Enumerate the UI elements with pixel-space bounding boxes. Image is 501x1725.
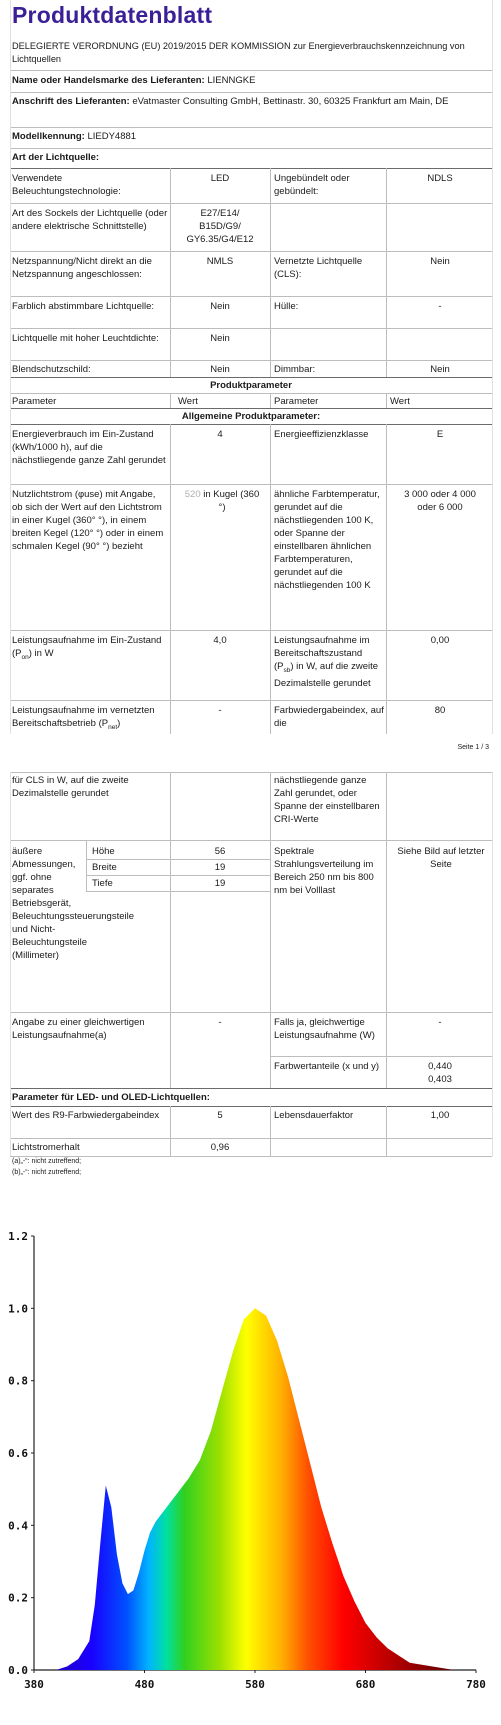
datasheet-page-3: [0, 1180, 501, 1720]
spd-value: Siehe Bild auf letzter Seite: [397, 846, 485, 870]
x-tick-label: 780: [466, 1678, 486, 1691]
address-label: Anschrift des Lieferanten:: [12, 96, 130, 107]
cri-value: 80: [434, 705, 446, 716]
model-label: Modellkennung:: [12, 131, 85, 142]
envelope-label: Hülle:: [274, 301, 299, 312]
lifetime-factor-value: 1,00: [430, 1110, 450, 1121]
col-value-2: Wert: [390, 396, 410, 407]
pnet-label-unit: ): [117, 718, 121, 729]
psb-label: [274, 634, 384, 690]
spectral-distribution-chart: [0, 1180, 501, 1725]
pon-label: [12, 634, 168, 664]
datasheet-page-1: [0, 0, 501, 760]
dimmable-value: Nein: [430, 364, 450, 375]
dimensions-label: äußere Abmessungen, ggf. ohne separates Betriebsgerät, Beleuchtungssteuerungsteile und Nicht-Beleuchtungsteile (Millimeter): [12, 846, 135, 961]
lifetime-factor-label: Lebensdauerfaktor: [274, 1110, 354, 1121]
envelope-value: -: [438, 301, 442, 312]
equivalent-power-value: -: [218, 1017, 222, 1028]
tunable-value: Nein: [210, 301, 230, 312]
datasheet-page-2: [0, 760, 501, 1180]
lumen-maintenance-value: 0,96: [210, 1142, 230, 1153]
supplier-value: LIENNGKE: [207, 75, 256, 86]
light-source-heading: Art der Lichtquelle:: [12, 152, 100, 163]
flux-value-text: in Kugel (360 °): [200, 489, 260, 513]
directional-label: Ungebündelt oder gebündelt:: [274, 173, 350, 197]
pon-label-sub: on: [21, 653, 29, 661]
tech-label: Verwendete Beleuchtungstechnologie:: [12, 173, 121, 197]
y-tick-label: 0.6: [8, 1447, 28, 1460]
y-tick-label: 0.8: [8, 1374, 28, 1388]
chromaticity-label: Farbwertanteile (x und y): [274, 1061, 380, 1072]
equivalent-power-label: Angabe zu einer gleichwertigen Leistungsaufnahme(a): [12, 1017, 145, 1041]
energy-label: Energieverbrauch im Ein-Zustand (kWh/1000 h), auf die nächstliegende ganze Zahl gerundet: [12, 429, 166, 466]
high-luminance-label: Lichtquelle mit hoher Leuchtdichte:: [12, 333, 159, 344]
supplier-label: Name oder Handelsmarke des Lieferanten:: [12, 75, 205, 86]
psb-label-unit: ) in W, auf die zweite Dezimalstelle gerundet: [274, 661, 379, 689]
pon-label-unit: ) in W: [28, 648, 54, 659]
mains-value: NMLS: [206, 256, 234, 267]
page-number: Seite 1 / 3: [457, 744, 489, 751]
pon-label-text: Leistungsaufnahme im Ein-Zustand (P: [12, 635, 162, 659]
glare-value: Nein: [210, 364, 230, 375]
spectrum-area: [34, 1308, 476, 1670]
dim-height-name: Höhe: [92, 846, 115, 857]
dim-width-name: Breite: [92, 862, 117, 873]
lumen-maintenance-label: Lichtstromerhalt: [12, 1142, 80, 1153]
col-value-1: Wert: [178, 396, 198, 407]
socket-label: Art des Sockels der Lichtquelle (oder andere elektrische Schnittstelle): [12, 208, 168, 232]
general-params-heading: Allgemeine Produktparameter:: [181, 411, 321, 422]
high-luminance-value: Nein: [210, 333, 230, 344]
y-tick-label: 0.0: [8, 1664, 28, 1677]
model-row: [12, 130, 482, 143]
x-tick-label: 680: [355, 1678, 376, 1691]
cct-value: 3 000 oder 4 000 oder 6 000: [404, 489, 476, 513]
flux-value: [184, 488, 260, 514]
dimmable-label: Dimmbar:: [274, 364, 316, 375]
spd-label: Spektrale Strahlungsverteilung im Bereich 250 nm bis 800 nm bei Volllast: [274, 846, 374, 896]
pnet-label-text: Leistungsaufnahme im vernetzten Bereitschaftsbetrieb (P: [12, 705, 155, 729]
glare-label: Blendschutzschild:: [12, 364, 91, 375]
col-param-2: Parameter: [274, 396, 319, 407]
socket-value: E27/E14/ B15D/G9/ GY6.35/G4/E12: [186, 208, 254, 245]
chromaticity-x: 0,440: [428, 1061, 452, 1072]
cct-label: ähnliche Farbtemperatur, gerundet auf die nächstliegenden 100 K, oder Spanne der einstellbaren ähnlichen Farbtemperaturen, gerundet auf die nächstliegenden 100 K: [274, 489, 380, 591]
address-row: [12, 95, 482, 108]
pnet-label: [12, 704, 168, 734]
cls-value: Nein: [430, 256, 450, 267]
dim-depth-name: Tiefe: [92, 878, 113, 889]
pnet-label-sub: net: [108, 723, 118, 731]
r9-label: Wert des R9-Farbwiedergabeindex: [12, 1110, 160, 1121]
tunable-label: Farblich abstimmbare Lichtquelle:: [12, 301, 155, 312]
eec-label: Energieeffizienzklasse: [274, 429, 369, 440]
led-params-heading: Parameter für LED- und OLED-Lichtquellen:: [12, 1092, 210, 1103]
pnet-value: -: [218, 705, 222, 716]
cri-label: Farbwiedergabeindex, auf die: [274, 705, 384, 729]
product-params-heading: Produktparameter: [210, 380, 292, 391]
dim-width-value: 19: [214, 862, 226, 873]
pon-value: 4,0: [213, 635, 227, 646]
chromaticity-y: 0,403: [428, 1074, 452, 1085]
equivalent-watt-label: Falls ja, gleichwertige Leistungsaufnahme (W): [274, 1017, 375, 1041]
spectrum-svg: [0, 1180, 501, 1720]
flux-label: Nutzlichtstrom (φuse) mit Angabe, ob sich der Wert auf den Lichtstrom in einer Kugel (360° °), in einem breiten Kegel (120° °) oder in einem schmalen Kegel (90° °) bezieht: [12, 489, 164, 552]
dim-depth-value: 19: [214, 878, 226, 889]
cls-label: Vernetzte Lichtquelle (CLS):: [274, 256, 363, 280]
eec-value: E: [436, 429, 444, 440]
pnet-continued: für CLS in W, auf die zweite Dezimalstelle gerundet: [12, 775, 129, 799]
mains-label: Netzspannung/Nicht direkt an die Netzspannung angeschlossen:: [12, 256, 152, 280]
y-tick-label: 1.0: [8, 1302, 28, 1316]
x-tick-label: 480: [134, 1678, 155, 1691]
col-param-1: Parameter: [12, 396, 57, 407]
cri-continued: nächstliegende ganze Zahl gerundet, oder Spanne der einstellbaren CRI-Werte: [274, 775, 380, 825]
equivalent-watt-value: -: [438, 1017, 442, 1028]
x-tick-label: 580: [245, 1678, 265, 1691]
energy-value: 4: [217, 429, 223, 440]
psb-label-text: Leistungsaufnahme im Bereitschaftszustand (P: [274, 635, 370, 672]
page-title: Produktdatenblatt: [12, 2, 213, 28]
footnote-a: (a)„-“: nicht zutreffend;: [12, 1158, 82, 1165]
psb-value: 0,00: [430, 635, 450, 646]
tech-value: LED: [210, 173, 230, 184]
dim-height-value: 56: [214, 846, 226, 857]
y-tick-label: 0.4: [8, 1519, 28, 1533]
model-value: LIEDY4881: [87, 131, 137, 142]
x-tick-label: 380: [24, 1678, 44, 1691]
y-tick-label: 0.2: [8, 1591, 28, 1605]
address-value: eVatmaster Consulting GmbH, Bettinastr. 30, 60325 Frankfurt am Main, DE: [132, 96, 449, 107]
chart-marks: [34, 1308, 476, 1670]
regulation-text: DELEGIERTE VERORDNUNG (EU) 2019/2015 DER KOMMISSION zur Energieverbrauchskennzeichnung von Lichtquellen: [12, 41, 465, 64]
directional-value: NDLS: [427, 173, 453, 184]
psb-label-sub: sb: [283, 666, 291, 674]
flux-value-number: 520: [184, 489, 201, 500]
supplier-row: [12, 74, 482, 87]
y-tick-label: 1.2: [8, 1230, 28, 1243]
footnote-b: (b)„-“: nicht zutreffend;: [12, 1169, 82, 1176]
r9-value: 5: [217, 1110, 223, 1121]
